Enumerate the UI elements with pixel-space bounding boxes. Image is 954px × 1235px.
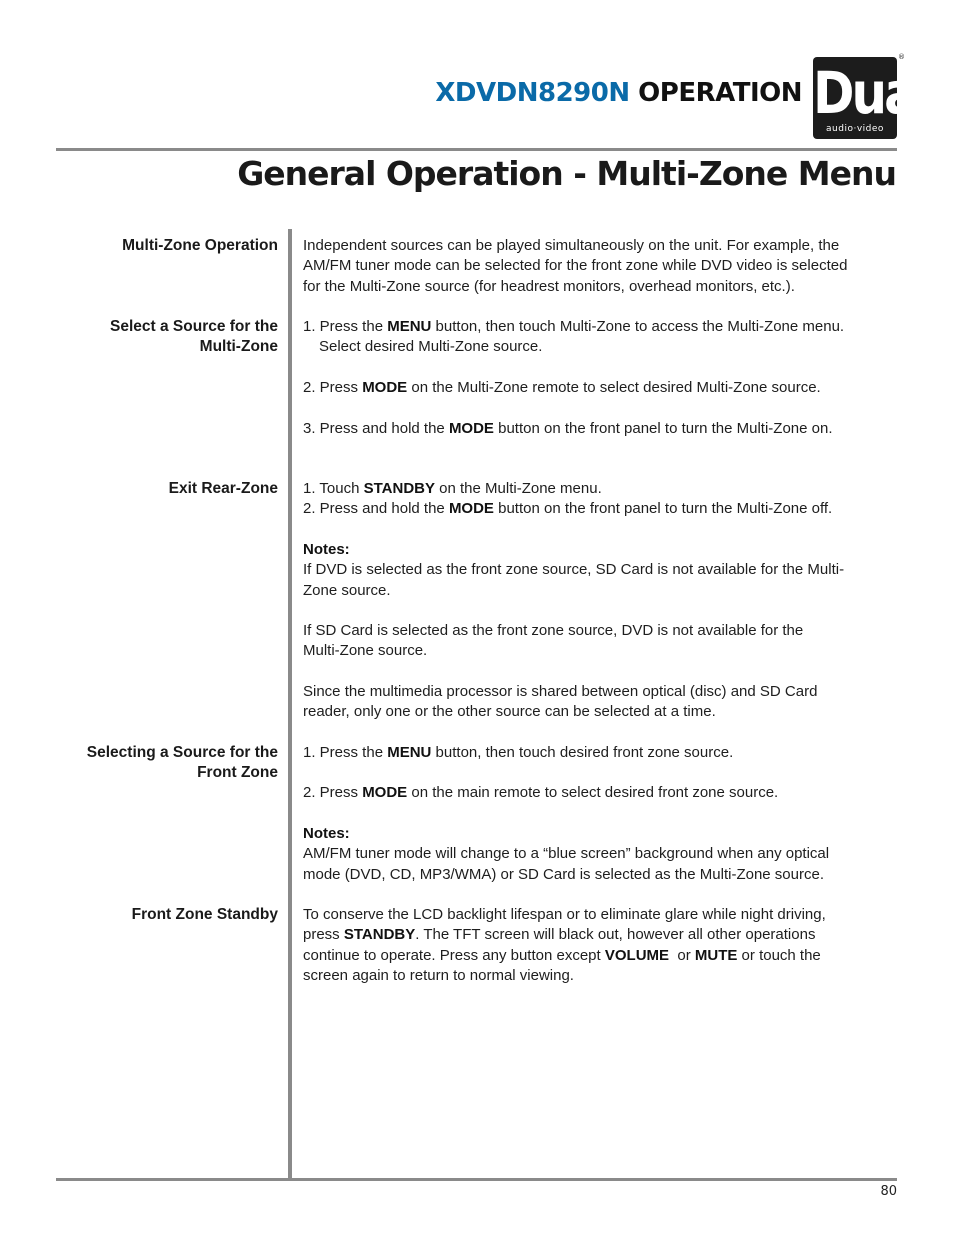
header-model-title [435, 78, 802, 108]
label-line: Multi-Zone [199, 338, 278, 356]
section-label-exit-rear-zone: Exit Rear-Zone [168, 480, 278, 497]
text-segment: or [669, 946, 695, 964]
text-line: AM/FM tuner mode can be selected for the front zone while DVD video is selected [303, 257, 848, 275]
select-source-step-1 [303, 317, 903, 358]
step-text: 2. Press [303, 379, 363, 396]
button-name: STANDBY [363, 480, 435, 497]
button-name: MENU [387, 744, 432, 761]
step-text: on the Multi-Zone remote to select desired Multi-Zone source. [407, 379, 821, 396]
select-source-step-3 [303, 419, 903, 439]
text-line: screen again to return to normal viewing. [303, 966, 574, 984]
page-title: General Operation - Multi-Zone Menu [237, 154, 896, 193]
step-text: on the main remote to select desired front zone source. [407, 784, 779, 801]
text-line: To conserve the LCD backlight lifespan or to eliminate glare while night driving, [303, 906, 826, 923]
step-continuation: Select desired Multi-Zone source. [319, 338, 543, 356]
label-line: Selecting a Source for the [86, 744, 278, 761]
column-divider [288, 229, 292, 1180]
front-zone-notes [303, 824, 903, 885]
text-line: for the Multi-Zone source (for headrest monitors, overhead monitors, etc.). [303, 277, 795, 295]
text-line: If SD Card is selected as the front zone source, DVD is not available for the [303, 622, 804, 639]
step-text: 2. Press and hold the [303, 500, 449, 518]
text-segment: or touch the [737, 946, 821, 964]
text-segment: . The TFT screen will black out, however all other operations [415, 926, 816, 944]
section-label-multi-zone-operation: Multi-Zone Operation [122, 237, 278, 254]
select-source-step-2 [303, 378, 903, 398]
front-zone-step-1 [303, 743, 903, 763]
exit-rear-zone-steps [303, 479, 903, 520]
standby-paragraph [303, 905, 903, 986]
section-label-front-zone-source [48, 743, 278, 784]
logo-tagline: audio·video [826, 124, 884, 134]
button-name: MODE [362, 784, 408, 801]
step-text: 3. Press and hold the [303, 420, 449, 437]
button-name: MODE [448, 420, 494, 437]
button-name: MODE [448, 500, 494, 518]
registered-mark: ® [898, 53, 905, 61]
exit-rear-note-2 [303, 621, 903, 662]
button-name: MUTE [694, 946, 738, 964]
step-text: button, then touch Multi-Zone to access the Multi-Zone menu. [431, 318, 845, 335]
text-line: If DVD is selected as the front zone source, SD Card is not available for the Multi- [303, 561, 845, 579]
section-label-select-source [48, 317, 278, 358]
button-name: MODE [362, 379, 408, 396]
section-label-front-zone-standby: Front Zone Standby [131, 906, 278, 923]
step-text: 1. Press the [303, 318, 388, 335]
text-line: Independent sources can be played simultaneously on the unit. For example, the [303, 237, 840, 254]
label-line: Select a Source for the [110, 318, 278, 335]
label-line: Front Zone [197, 764, 278, 782]
text-line: AM/FM tuner mode will change to a “blue screen” background when any optical [303, 845, 830, 863]
text-line: mode (DVD, CD, MP3/WMA) or SD Card is selected as the Multi-Zone source. [303, 865, 824, 883]
operation-label: OPERATION [638, 78, 802, 108]
exit-rear-notes [303, 540, 903, 601]
button-name: MENU [387, 318, 432, 335]
text-line: Since the multimedia processor is shared between optical (disc) and SD Card [303, 683, 818, 700]
step-text: button on the front panel to turn the Multi-Zone off. [493, 500, 833, 518]
button-name: STANDBY [343, 926, 416, 944]
text-line: reader, only one or the other source can be selected at a time. [303, 703, 716, 721]
intro-paragraph [303, 236, 903, 297]
button-name: VOLUME [604, 946, 670, 964]
dual-logo [813, 57, 929, 139]
text-line: Zone source. [303, 581, 391, 599]
exit-rear-note-3 [303, 682, 903, 723]
top-divider [56, 148, 897, 151]
logo-wordmark: Dual [813, 59, 929, 127]
step-text: 2. Press [303, 784, 363, 801]
bottom-divider [56, 1178, 897, 1181]
step-text: on the Multi-Zone menu. [435, 480, 602, 497]
notes-heading: Notes: [303, 541, 350, 558]
notes-heading: Notes: [303, 825, 350, 842]
step-text: 1. Press the [303, 744, 388, 761]
text-segment: press [303, 926, 344, 944]
page-number: 80 [880, 1184, 897, 1199]
text-segment: continue to operate. Press any button except [303, 946, 605, 964]
front-zone-step-2 [303, 783, 903, 803]
step-text: 1. Touch [303, 480, 364, 497]
step-text: button, then touch desired front zone source. [431, 744, 734, 761]
step-text: button on the front panel to turn the Multi-Zone on. [493, 420, 833, 437]
model-number: XDVDN8290N [435, 78, 630, 108]
text-line: Multi-Zone source. [303, 642, 428, 660]
